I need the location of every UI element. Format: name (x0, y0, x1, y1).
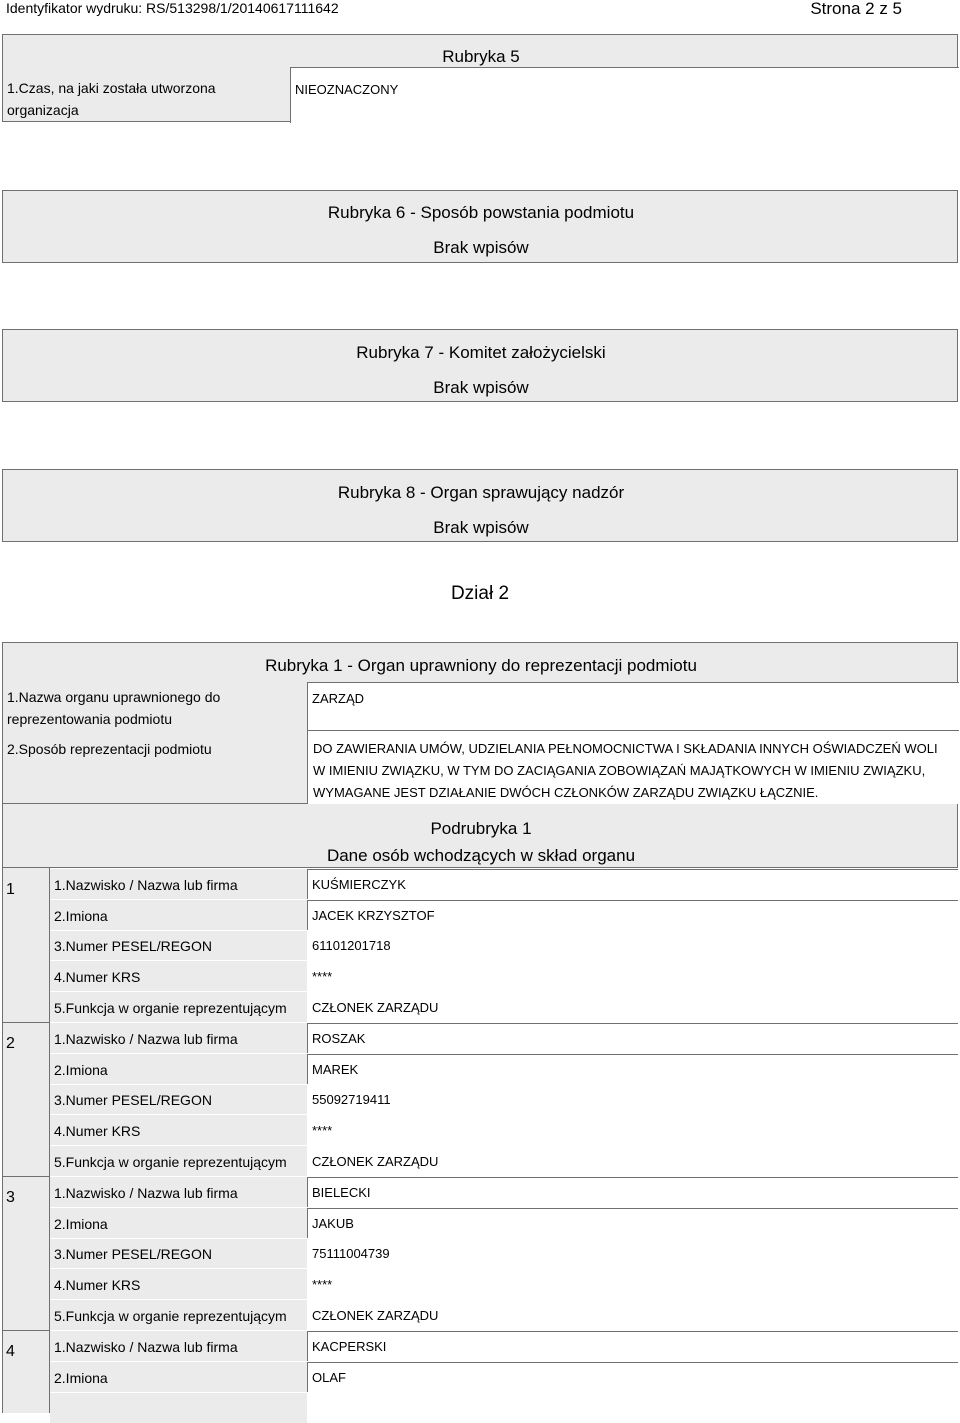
print-identifier: Identyfikator wydruku: RS/513298/1/20140617111642 (6, 0, 339, 16)
podrubryka-title: Podrubryka 1 (430, 819, 532, 838)
table-value-cell (307, 1239, 958, 1269)
table-value-cell (307, 1115, 958, 1145)
person-pesel: 61101201718 (312, 938, 391, 953)
field-label-krs: 4.Numer KRS (54, 969, 141, 985)
field-label-surname: 1.Nazwisko / Nazwa lub firma (54, 1031, 238, 1047)
table-value-cell (307, 1085, 958, 1115)
rubryka-5-value-cell (290, 67, 959, 123)
persons-table (0, 868, 960, 1413)
field-label-pesel: 3.Numer PESEL/REGON (54, 938, 212, 954)
table-value-cell (307, 1331, 958, 1361)
person-function: CZŁONEK ZARZĄDU (312, 1000, 439, 1015)
rubryka-5-section (2, 34, 958, 122)
representation-method-value: DO ZAWIERANIA UMÓW, UDZIELANIA PEŁNOMOCNICTWA I SKŁADANIA INNYCH OŚWIADCZEŃ WOLI W IMIENIU ZWIĄZKU, W TYM DO ZACIĄGANIA ZOBOWIĄZAŃ MAJĄTKOWYCH W IMIENIU ZWIĄZKU, WYMAGANE JEST DZIAŁANIE DWÓCH CZŁONKÓW ZARZĄDU ZWIĄZKU ŁĄCZNIE. (313, 741, 938, 800)
person-surname: KUŚMIERCZYK (312, 877, 406, 892)
table-value-cell (307, 1177, 958, 1207)
person-function: CZŁONEK ZARZĄDU (312, 1308, 439, 1323)
person-names: JACEK KRZYSZTOF (312, 908, 435, 923)
field-label-names: 2.Imiona (54, 1062, 108, 1078)
podrubryka-header (2, 804, 958, 868)
rubryka-6-section (2, 190, 958, 263)
person-names: MAREK (312, 1062, 359, 1077)
field-label-pesel: 3.Numer PESEL/REGON (54, 1246, 212, 1262)
field-label-function: 5.Funkcja w organie reprezentującym (54, 1000, 287, 1016)
rubryka-7-title: Rubryka 7 - Komitet założycielski (356, 343, 606, 362)
table-value-cell (307, 1208, 958, 1238)
person-krs: **** (312, 969, 333, 984)
table-value-cell (307, 1269, 958, 1299)
organ-rubryka-title: Rubryka 1 - Organ uprawniony do reprezentacji podmiotu (265, 656, 697, 675)
section-heading-dzial: Dział 2 (450, 583, 510, 604)
person-surname: BIELECKI (312, 1185, 371, 1200)
field-label-krs: 4.Numer KRS (54, 1123, 141, 1139)
rubryka-5-value: NIEOZNACZONY (295, 82, 399, 97)
person-index: 2 (6, 1035, 15, 1052)
field-label-function: 5.Funkcja w organie reprezentującym (54, 1154, 287, 1170)
person-divider (2, 1022, 50, 1023)
person-surname: ROSZAK (312, 1031, 366, 1046)
podrubryka-subtitle: Dane osób wchodzących w skład organu (326, 846, 636, 865)
person-krs: **** (312, 1123, 333, 1138)
table-value-cell (307, 1054, 958, 1084)
persons-index-column (2, 868, 50, 1413)
rubryka-7-empty: Brak wpisów (433, 378, 529, 397)
table-value-cell (307, 1393, 958, 1423)
person-pesel: 75111004739 (312, 1246, 390, 1261)
rubryka-8-section (2, 469, 958, 542)
field-label-names: 2.Imiona (54, 1370, 108, 1386)
person-pesel: 55092719411 (312, 1092, 391, 1107)
organ-name-value-cell (307, 682, 959, 730)
field-label-names: 2.Imiona (54, 908, 108, 924)
person-names: JAKUB (312, 1216, 354, 1231)
rubryka-6-empty: Brak wpisów (433, 238, 529, 257)
person-index: 4 (6, 1343, 15, 1360)
organ-rubryka-section (2, 642, 958, 804)
table-value-cell (307, 1023, 958, 1053)
person-index: 3 (6, 1189, 15, 1206)
person-names: OLAF (312, 1370, 346, 1385)
field-label-krs: 4.Numer KRS (54, 1277, 141, 1293)
field-label-surname: 1.Nazwisko / Nazwa lub firma (54, 1339, 238, 1355)
field-label-surname: 1.Nazwisko / Nazwa lub firma (54, 1185, 238, 1201)
representation-method-label: 2.Sposób reprezentacji podmiotu (7, 741, 212, 757)
rubryka-6-title: Rubryka 6 - Sposób powstania podmiotu (327, 203, 635, 222)
rubryka-8-title: Rubryka 8 - Organ sprawujący nadzór (337, 483, 625, 502)
table-value-cell (307, 961, 958, 991)
field-label-names: 2.Imiona (54, 1216, 108, 1232)
person-surname: KACPERSKI (312, 1339, 387, 1354)
person-index: 1 (6, 881, 15, 898)
person-function: CZŁONEK ZARZĄDU (312, 1154, 439, 1169)
organ-name-label: 1.Nazwa organu uprawnionego do reprezentowania podmiotu (7, 689, 221, 727)
rubryka-8-empty: Brak wpisów (433, 518, 529, 537)
table-value-cell (307, 931, 958, 961)
rubryka-7-section (2, 329, 958, 402)
page-number: Strona 2 z 5 (810, 0, 902, 18)
field-label-function: 5.Funkcja w organie reprezentującym (54, 1308, 287, 1324)
field-label-surname: 1.Nazwisko / Nazwa lub firma (54, 877, 238, 893)
representation-method-value-cell (307, 730, 959, 804)
person-divider (2, 1176, 50, 1177)
person-divider (2, 1330, 50, 1331)
organ-name-value: ZARZĄD (312, 691, 364, 706)
person-krs: **** (312, 1277, 333, 1292)
rubryka-5-title: Rubryka 5 (442, 47, 520, 66)
table-value-cell (307, 1362, 958, 1392)
field-label-pesel: 3.Numer PESEL/REGON (54, 1092, 212, 1108)
rubryka-5-label: 1.Czas, na jaki została utworzona organizacja (7, 80, 216, 118)
